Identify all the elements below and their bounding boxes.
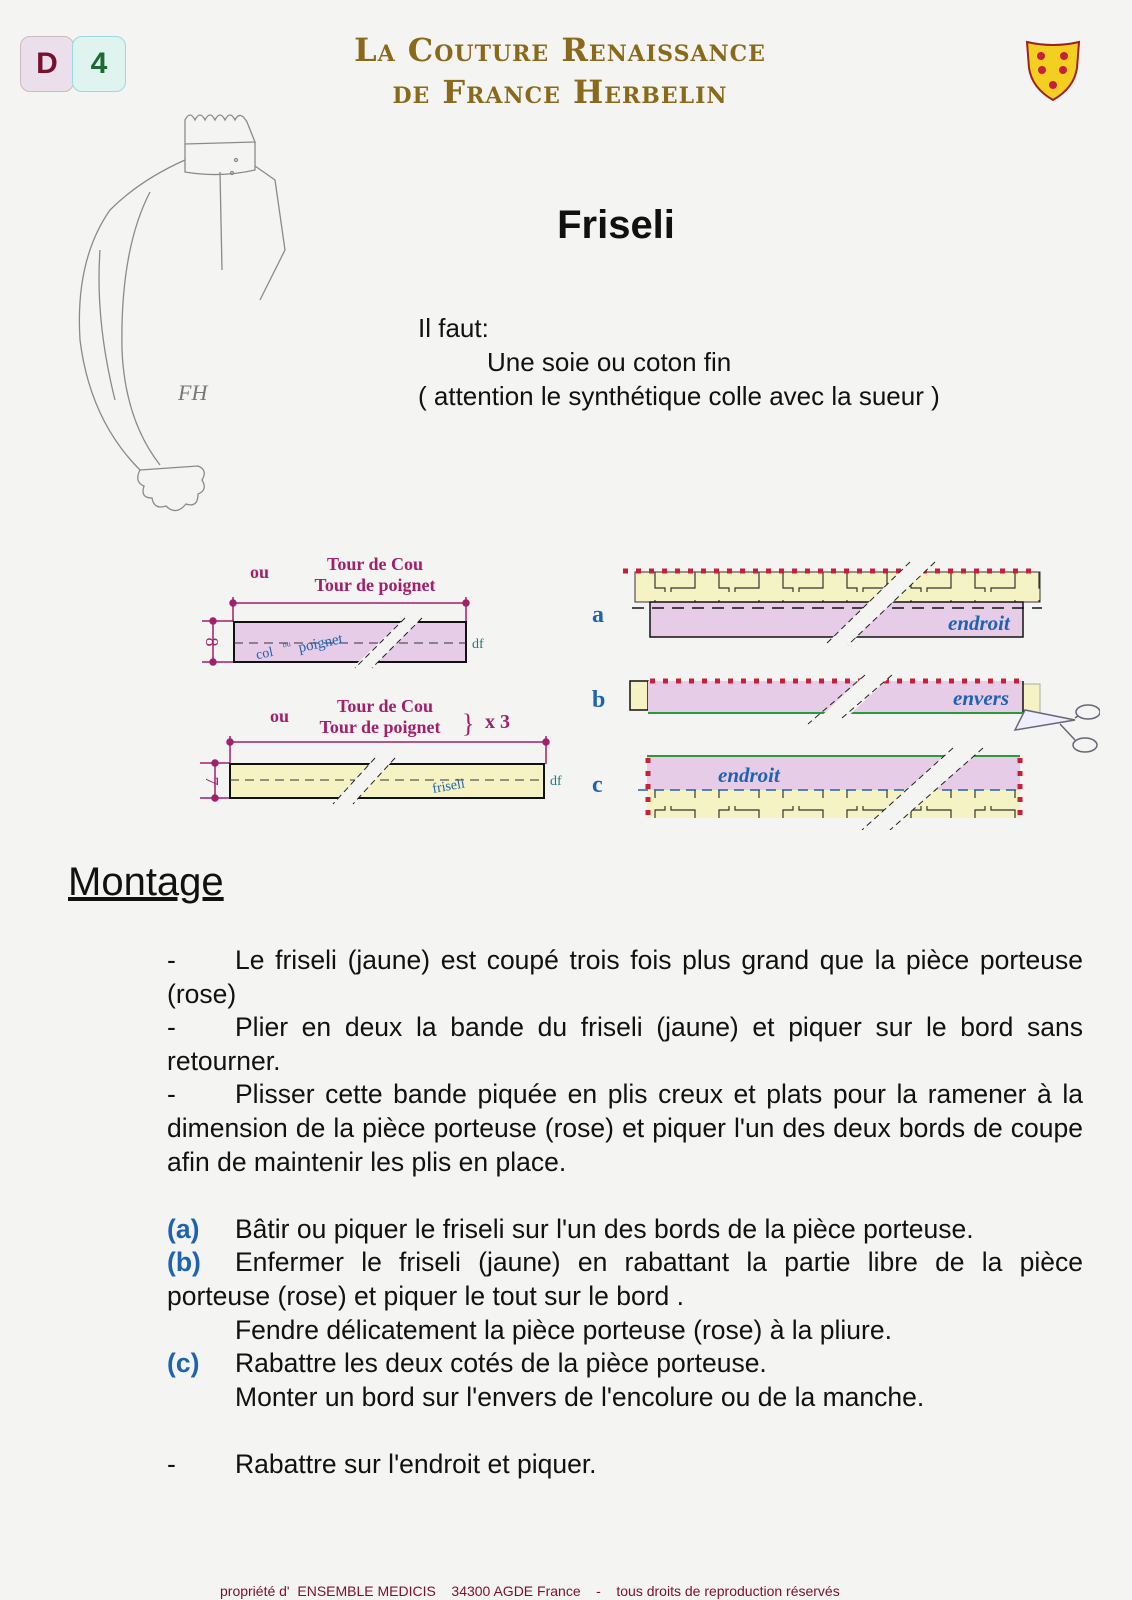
step-a-label: a (592, 602, 604, 628)
footer-copyright: propriété d' ENSEMBLE MEDICIS 34300 AGDE France - tous droits de reproduction réservés (220, 1583, 840, 1599)
step-marker: - (167, 945, 176, 975)
friseli-label: friseli (431, 776, 466, 797)
step-final: - Rabattre sur l'endroit et piquer. (167, 1448, 1083, 1482)
label-ou-2: ou (270, 706, 290, 726)
medici-shield-icon (1024, 38, 1082, 102)
requirements-material: Une soie ou coton fin (487, 347, 732, 377)
label-tour-de-cou: Tour de Cou (326, 554, 424, 574)
step-b-label: b (592, 687, 606, 713)
step-b: (b) Enfermer le friseli (jaune) en rabattant la partie libre de la pièce porteuse (rose) et piquer le tout sur le bord . (167, 1247, 1083, 1311)
brace: } (462, 709, 475, 738)
height-label-7: 7 (202, 776, 222, 786)
label-tour-de-cou-2: Tour de Cou (336, 696, 434, 716)
poignet-label: poignet (297, 631, 345, 657)
sketch-initials: FH (178, 380, 208, 405)
page-title: Friseli (557, 203, 675, 247)
header-title-line2: de France Herbelin (392, 73, 728, 111)
assembly-diagram (580, 540, 1100, 830)
friseli-strip-yellow (230, 764, 544, 798)
step-marker: - (167, 1448, 176, 1479)
header-title-line1: La Couture Renaissance (354, 31, 766, 69)
step-1: - Le friseli (jaune) est coupé trois fois plus grand que la pièce porteuse (rose) (167, 945, 1083, 1009)
label-tour-de-poignet: Tour de poignet (314, 575, 436, 595)
step-marker: (a) (167, 1213, 200, 1244)
step-c-label: c (592, 772, 603, 798)
step-2: - Plier en deux la bande du friseli (jaune) et piquer sur le bord sans retourner. (167, 1012, 1083, 1076)
scissors-icon (1015, 705, 1100, 752)
step-marker: (b) (167, 1247, 201, 1278)
multiplier-label: x 3 (485, 711, 510, 733)
step-marker: - (167, 1079, 176, 1110)
step-c: (c) Rabattre les deux cotés de la pièce porteuse. (167, 1347, 1083, 1381)
label-ou: ou (250, 562, 270, 582)
montage-instructions (167, 944, 1083, 1482)
section-badge: D (20, 36, 74, 92)
step-a: (a) Bâtir ou piquer le friseli sur l'un des bords de la pièce porteuse. (167, 1213, 1083, 1247)
cutting-diagram (190, 540, 570, 810)
requirements-note: ( attention le synthétique colle avec la sueur ) (418, 381, 940, 411)
endroit-label-c: endroit (718, 763, 780, 787)
requirements-intro: Il faut: (418, 313, 489, 343)
shirt-sketch (60, 100, 300, 540)
fold-line-label: df (472, 637, 484, 652)
envers-label: envers (953, 686, 1009, 710)
height-label-8: 8 (202, 637, 222, 647)
step-marker: - (167, 1012, 176, 1043)
step-marker: (c) (167, 1348, 200, 1379)
page-number-badge: 4 (72, 36, 126, 92)
endroit-label-a: endroit (948, 611, 1010, 635)
ou-small-label: ou (281, 639, 292, 650)
fold-line-label-2: df (550, 774, 562, 789)
step-3: - Plisser cette bande piquée en plis creux et plats pour la ramener à la dimension de la pièce porteuse (rose) et piquer l'un des deux bords de coupe afin de maintenir les plis en place. (167, 1079, 1083, 1177)
step-c-cont: Monter un bord sur l'envers de l'encolure ou de la manche. (235, 1381, 925, 1412)
label-tour-de-poignet-2: Tour de poignet (319, 717, 441, 737)
montage-heading: Montage (68, 860, 224, 904)
col-label: col (254, 644, 275, 664)
step-b-cont: Fendre délicatement la pièce porteuse (rose) à la pliure. (235, 1314, 892, 1345)
